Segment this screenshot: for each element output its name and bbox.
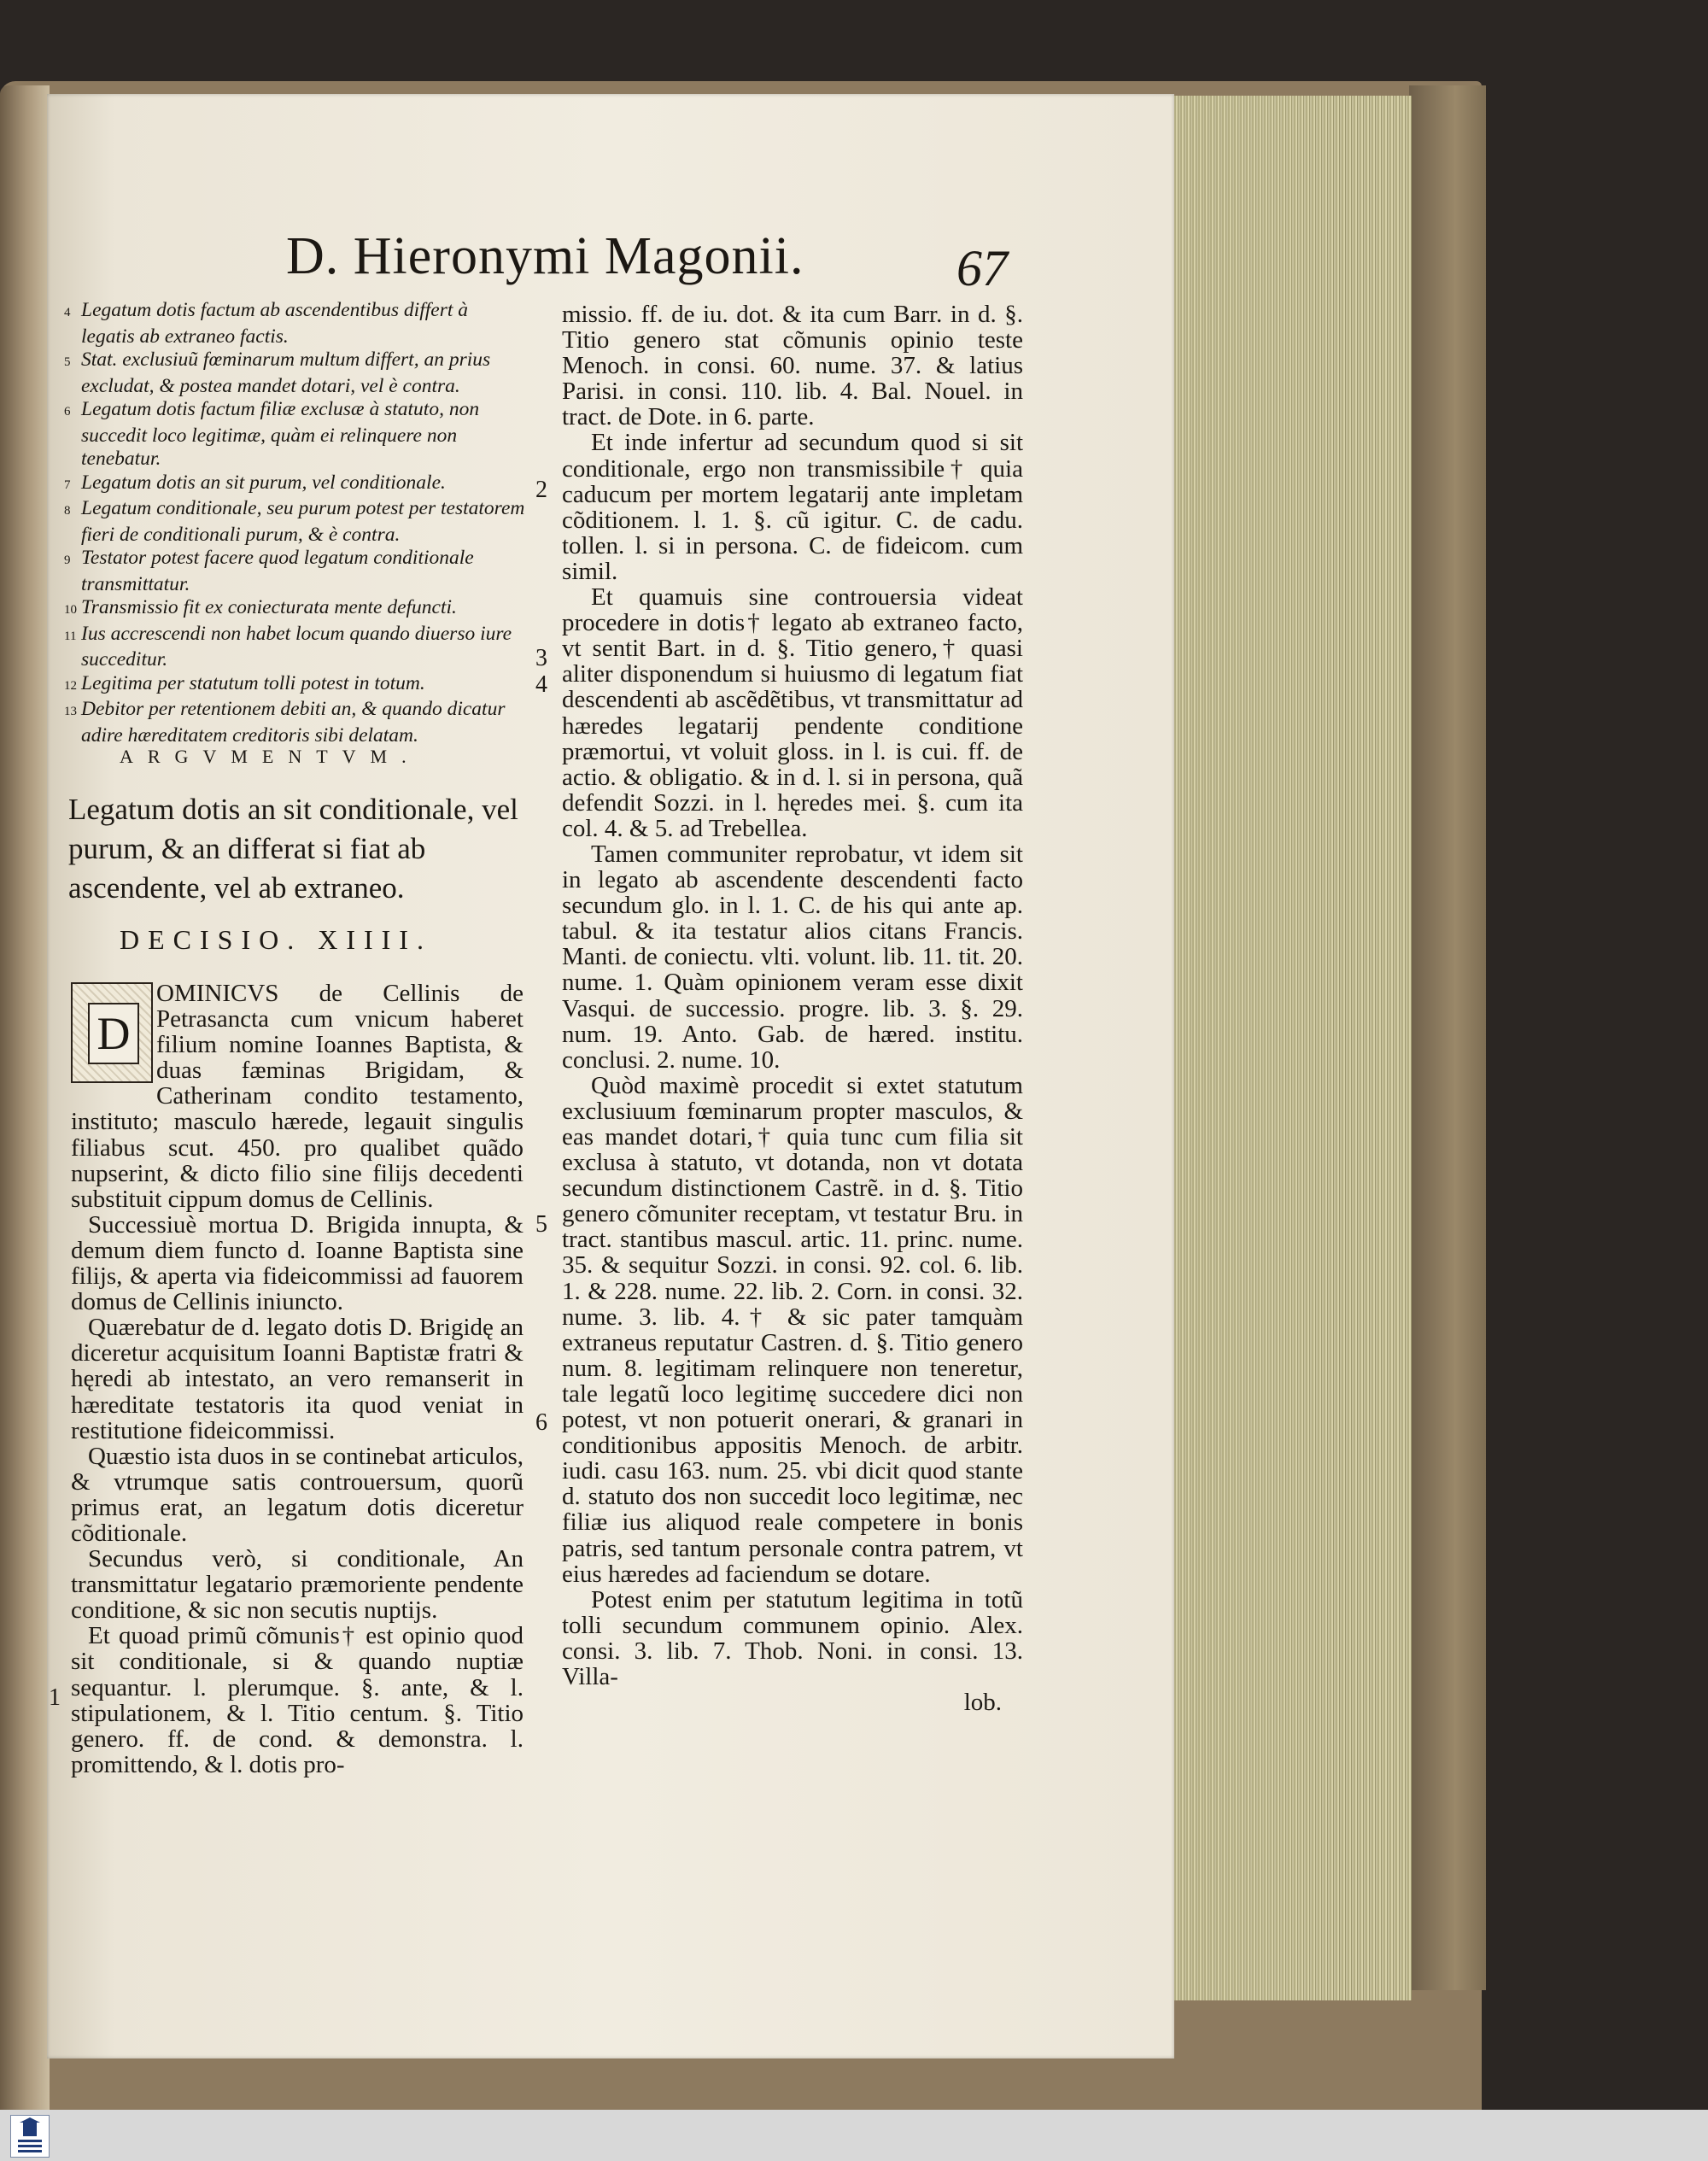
summary-text: Legatum dotis factum filiæ exclusæ à statuto, non succedit loco legitimæ, quàm ei relinquere non tenebatur. bbox=[81, 398, 480, 470]
right-paragraph: Et quamuis sine controuersia videat procedere in dotis† legato ab extraneo facto, vt sentit Bart. in d. §. Titio genero,† quasi aliter disponendum si huiusmo di legatum fiat descendenti ab ascẽdẽtibus, vt transmittatur ad hæredes legatarij pendente conditione præmortui, vt voluit gloss. in l. is cui. ff. de actio. & obligatio. & in d. l. si in persona, quã defendit Sozzi. in l. hęredes mei. §. cum ita col. 4. & 5. ad Trebellea. bbox=[562, 583, 1023, 842]
page-number: 67 bbox=[956, 240, 1008, 296]
summary-number: 4 bbox=[64, 306, 71, 319]
drop-cap-letter: D bbox=[88, 1003, 139, 1064]
book-page bbox=[47, 94, 1174, 2059]
right-column bbox=[562, 302, 1023, 1715]
argumentum-heading: ARGVMENTVM. bbox=[120, 746, 421, 767]
catchword: lob. bbox=[963, 1689, 1002, 1717]
right-paragraph: Potest enim per statutum legitima in totũ tolli secundum communem opinio. Alex. consi. 3. lib. 7. Thob. Noni. in consi. 13. Villa- bbox=[562, 1585, 1023, 1690]
summary-item bbox=[64, 623, 525, 672]
summary-text: Debitor per retentionem debiti an, & quando dicatur adire hæreditatem creditoris sibi delatam. bbox=[81, 698, 506, 747]
summary-number: 13 bbox=[64, 705, 77, 718]
summary-number: 5 bbox=[64, 355, 71, 369]
right-paragraph: Et inde infertur ad secundum quod si sit conditionale, ergo non transmissibile† quia caducum per mortem legatarij ante impletam cõditionem. l. 1. §. cũ igitur. C. de cadu. tollen. l. si in persona. C. de fideicom. cum simil. bbox=[562, 429, 1023, 585]
summary-item bbox=[64, 348, 525, 398]
margin-number: 1 bbox=[49, 1684, 61, 1711]
argumentum-text: Legatum dotis an sit conditionale, vel purum, & an differat si fiat ab ascendente, vel ab extraneo. bbox=[68, 793, 518, 905]
summary-text: Legatum dotis factum ab ascendentibus differt à legatis ab extraneo factis. bbox=[81, 299, 468, 348]
margin-number: 6 bbox=[535, 1409, 547, 1436]
margin-number: 2 bbox=[535, 477, 547, 503]
summary-text: Legatum dotis an sit purum, vel conditionale. bbox=[81, 471, 446, 494]
left-paragraph: OMINICVS de Cellinis de Petrasancta cum vnicum haberet filium nomine Ioannes Baptista, & duas fæminas Brigidam, & Catherinam condito testamento, instituto; masculo hærede, legauit singulis filiabus scut. 450. pro qualibet quãdo nupserint, & dicto filio sine filijs decedenti substituit cippum domus de Cellinis. bbox=[71, 980, 524, 1213]
library-logo-icon bbox=[10, 2115, 50, 2158]
summary-text: Legatum conditionale, seu purum potest per testatorem fieri de conditionali purum, & è contra. bbox=[81, 497, 525, 546]
summary-number: 8 bbox=[64, 504, 71, 518]
summary-text: Stat. exclusiuũ fœminarum multum differt, an prius excludat, & postea mandet dotari, vel è contra. bbox=[81, 348, 491, 397]
summary-number: 11 bbox=[64, 629, 77, 643]
right-paragraph: Quòd maximè procedit si extet statutum exclusiuum fœminarum propter masculos, & eas mandet dotari,† quia tunc cum filia sit exclusa à statuto, vt dotanda, non vt dotata secundum distinctionem Castrẽ. in d. §. Titio genero cõmuniter receptam, vt testatur Bru. in tract. stantibus mascul. artic. 11. princ. nume. 35. & sequitur Sozzi. in consi. 92. col. 6. lib. 1. & 228. nume. 22. lib. 2. Corn. in consi. 32. nume. 3. lib. 4.† & sic pater tamquàm extraneus reputatur Castren. d. §. Titio genero num. 8. legitimam relinquere non teneretur, tale legatũ loco legitimę succedere dici non potest, vt non potuerit onerari, & granari in conditionibus appositis Menoch. de arbitr. iudi. casu 163. num. 25. vbi dicit quod stante d. statuto dos non succedit loco legitimæ, nec filiæ ius aliquod reale competere in bonis patris, sed tantum personale contra patrem, vt eius hæredes ad faciendum se dotare. bbox=[562, 1071, 1023, 1588]
summary-item bbox=[64, 698, 525, 747]
page-edges bbox=[1172, 96, 1412, 2000]
summary-number: 10 bbox=[64, 603, 77, 617]
summary-text: Ius accrescendi non habet locum quando diuerso iure succeditur. bbox=[81, 622, 512, 671]
summary-text: Legitima per statutum tolli potest in totum. bbox=[81, 671, 425, 694]
footer-bar bbox=[0, 2110, 1708, 2161]
margin-number: 3 bbox=[535, 645, 547, 671]
left-paragraph: Quæstio ista duos in se continebat articulos, & vtrumque satis controuersum, quorũ primus erat, an legatum dotis diceretur cõditionale. bbox=[71, 1442, 524, 1547]
summary-item bbox=[64, 547, 525, 596]
page-title: D. Hieronymi Magonii. bbox=[286, 227, 804, 285]
left-paragraph: Successiuè mortua D. Brigida innupta, & demum diem functo d. Ioanne Baptista sine filijs, & aperta via fideicommissi ad fauorem domus de Cellinis iniuncto. bbox=[71, 1210, 524, 1316]
summary-item bbox=[64, 299, 525, 348]
summary-text: Testator potest facere quod legatum conditionale transmittatur. bbox=[81, 547, 474, 595]
left-column bbox=[71, 981, 524, 1777]
summary-number: 7 bbox=[64, 477, 71, 492]
summary-item bbox=[64, 497, 525, 547]
left-paragraph: Secundus verò, si conditionale, An transmittatur legatario præmoriente pendente conditione, & sic non secutis nuptijs. bbox=[71, 1545, 524, 1625]
summary-list bbox=[64, 299, 525, 747]
summary-text: Transmissio fit ex coniecturata mente defuncti. bbox=[81, 596, 457, 618]
book-cover-right bbox=[1409, 85, 1486, 1990]
drop-cap-ornament bbox=[71, 982, 153, 1083]
summary-number: 12 bbox=[64, 678, 77, 693]
left-page-edge bbox=[0, 85, 50, 2152]
summary-item bbox=[64, 596, 525, 623]
summary-item bbox=[64, 471, 525, 498]
right-paragraph: missio. ff. de iu. dot. & ita cum Barr. in d. §. Titio genero stat cõmunis opinio teste Menoch. in consi. 60. nume. 37. & latius Parisi. in consi. 110. lib. 4. Bal. Nouel. in tract. de Dote. in 6. parte. bbox=[562, 301, 1023, 431]
library-logo-svg bbox=[11, 2116, 49, 2157]
right-paragraph: Tamen communiter reprobatur, vt idem sit in legato ab ascendente descendenti facto secundum glo. in l. 1. C. de his qui ante ap. tabul. & ita testatur alios citans Francis. Manti. de coniectu. vlti. volunt. lib. 11. tit. 20. nume. 1. Quàm opinionem veram esse dixit Vasqui. de successio. progre. lib. 3. §. 29. num. 19. Anto. Gab. de hæred. institu. conclusi. 2. nume. 10. bbox=[562, 840, 1023, 1074]
summary-item bbox=[64, 672, 525, 699]
left-paragraph: Quærebatur de d. legato dotis D. Brigidę an diceretur acquisitum Ioanni Baptistæ fratri & hęredi ab intestato, an vero remanserit in hæreditate testatoris ita quod veniat in restitutione fideicommissi. bbox=[71, 1314, 524, 1444]
decisio-heading: DECISIO. XIIII. bbox=[120, 924, 432, 955]
summary-number: 6 bbox=[64, 405, 71, 419]
summary-number: 9 bbox=[64, 553, 71, 567]
summary-item bbox=[64, 398, 525, 471]
margin-number: 4 bbox=[535, 671, 547, 698]
left-paragraph: Et quoad primũ cõmunis† est opinio quod sit conditionale, si & quando nuptiæ sequantur. l. plerumque. §. ante, & l. stipulationem, & l. Titio centum. §. Titio genero. ff. de cond. & demonstra. l. promittendo, & l. dotis pro- bbox=[71, 1622, 524, 1778]
margin-number: 5 bbox=[535, 1211, 547, 1238]
